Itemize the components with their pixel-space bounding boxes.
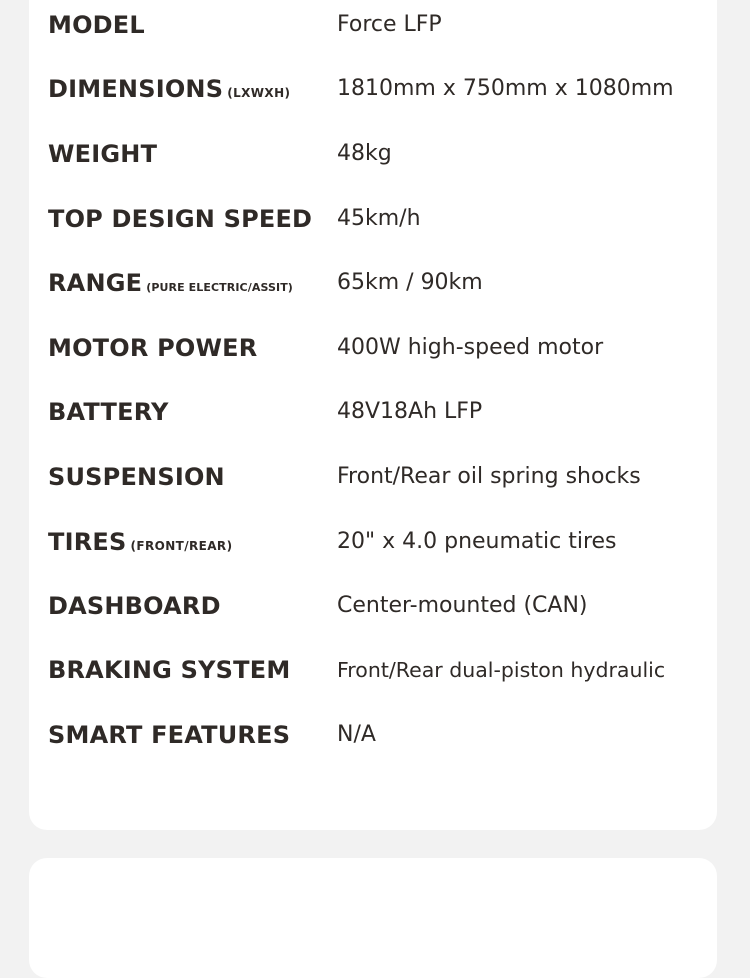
spec-label: SMART FEATURES xyxy=(48,721,291,749)
next-card xyxy=(29,858,717,978)
spec-value: 20" x 4.0 pneumatic tires xyxy=(337,529,617,554)
spec-label: MODEL xyxy=(48,11,145,39)
spec-row-dimensions xyxy=(29,69,717,109)
spec-label: DIMENSIONS (LXWXH) xyxy=(48,75,291,103)
spec-row-weight xyxy=(29,134,717,174)
spec-row-model xyxy=(29,5,717,45)
spec-label: MOTOR POWER xyxy=(48,334,258,362)
spec-label: SUSPENSION xyxy=(48,463,225,491)
spec-row-suspension xyxy=(29,457,717,497)
spec-value: 45km/h xyxy=(337,206,421,231)
spec-value: Front/Rear dual-piston hydraulic xyxy=(337,658,666,682)
spec-label: BATTERY xyxy=(48,398,169,426)
spec-label: BRAKING SYSTEM xyxy=(48,656,291,684)
spec-row-battery xyxy=(29,392,717,432)
spec-value: 1810mm x 750mm x 1080mm xyxy=(337,76,674,101)
spec-value: 48kg xyxy=(337,141,392,166)
spec-value: 400W high-speed motor xyxy=(337,335,604,360)
spec-label: TOP DESIGN SPEED xyxy=(48,205,313,233)
spec-label: RANGE (PURE ELECTRIC/ASSIT) xyxy=(48,269,293,297)
spec-value: 65km / 90km xyxy=(337,270,483,295)
spec-note: (LXWXH) xyxy=(227,86,291,100)
spec-row-tires xyxy=(29,522,717,562)
spec-card xyxy=(29,0,717,830)
spec-row-range xyxy=(29,263,717,303)
spec-label: DASHBOARD xyxy=(48,592,221,620)
spec-row-motor-power xyxy=(29,328,717,368)
spec-row-dashboard xyxy=(29,586,717,626)
spec-label: WEIGHT xyxy=(48,140,158,168)
spec-value: Center-mounted (CAN) xyxy=(337,593,588,618)
spec-value: Force LFP xyxy=(337,12,442,37)
spec-value: 48V18Ah LFP xyxy=(337,399,483,424)
spec-row-braking-system xyxy=(29,650,717,690)
spec-row-smart-features xyxy=(29,715,717,755)
spec-row-top-speed xyxy=(29,199,717,239)
spec-note: (FRONT/REAR) xyxy=(130,539,233,553)
spec-note: (PURE ELECTRIC/ASSIT) xyxy=(146,281,293,294)
spec-value: Front/Rear oil spring shocks xyxy=(337,464,641,489)
spec-label: TIRES (FRONT/REAR) xyxy=(48,528,233,556)
spec-value: N/A xyxy=(337,722,376,747)
